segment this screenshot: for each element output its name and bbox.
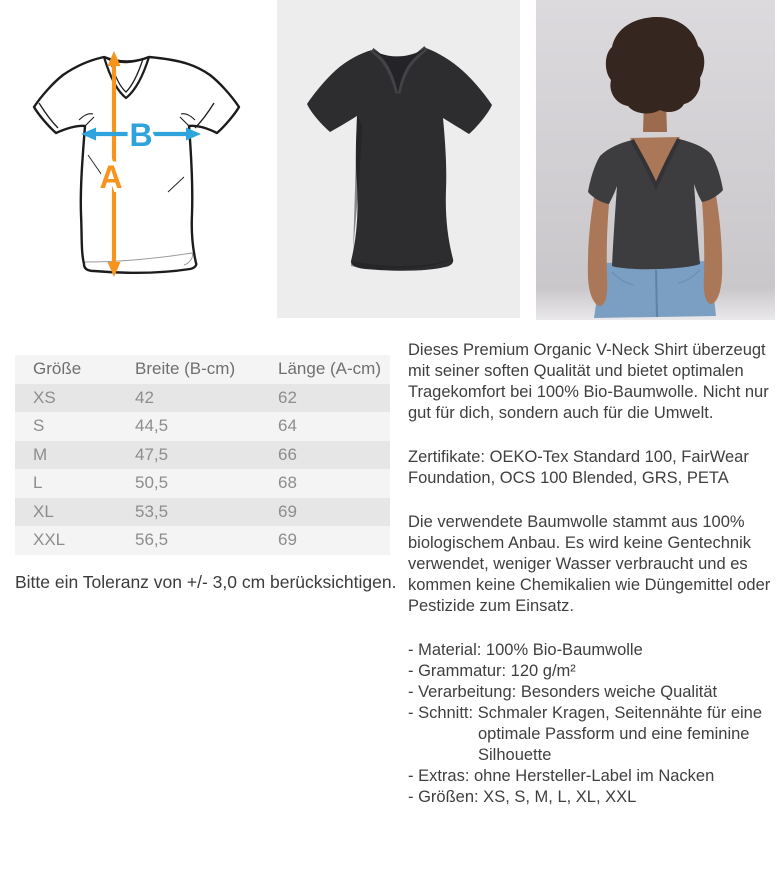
tshirt-outline-drawing xyxy=(0,0,252,330)
size-cell: XXL xyxy=(33,530,66,550)
size-row-m xyxy=(15,441,390,470)
size-row-l xyxy=(15,469,390,498)
size-cell: XL xyxy=(33,501,54,521)
measure-label-a: A xyxy=(99,159,123,195)
size-table xyxy=(15,355,390,555)
model-jeans xyxy=(594,261,716,318)
col-header-size: Größe xyxy=(33,359,82,379)
model-hair xyxy=(606,17,704,114)
size-cell: XS xyxy=(33,387,56,407)
size-cell: 62 xyxy=(278,387,297,407)
size-table-body xyxy=(15,384,390,555)
size-cell: M xyxy=(33,444,48,464)
size-cell: 66 xyxy=(278,444,297,464)
col-header-length: Länge (A-cm) xyxy=(278,359,381,379)
size-row-xxl xyxy=(15,526,390,555)
description-paragraph: Dieses Premium Organic V-Neck Shirt überzeugt mit seiner soften Qualität und bietet optimalen Tragekomfort bei 100% Bio-Baumwolle. Nicht nur gut für dich, sondern auch für die Umwelt. xyxy=(408,341,769,422)
feature-list-item: - Extras: ohne Hersteller-Label im Nacken xyxy=(408,767,715,785)
product-photo-model xyxy=(536,0,775,320)
product-description xyxy=(408,340,776,808)
cotton-paragraph: Die verwendete Baumwolle stammt aus 100% biologischem Anbau. Es wird keine Gentechnik verwendet, weniger Wasser verbraucht und es kommen keine Chemikalien wie Düngemittel oder Pestizide zum Einsatz. xyxy=(408,513,771,615)
jeans-center-seam xyxy=(656,270,657,317)
size-cell: 42 xyxy=(135,387,154,407)
size-cell: S xyxy=(33,416,45,436)
size-measure-diagram xyxy=(0,0,252,330)
size-cell: 68 xyxy=(278,473,297,493)
arrow-b-head-right xyxy=(186,128,201,141)
size-cell: 56,5 xyxy=(135,530,169,550)
flat-shirt-photo xyxy=(277,0,520,318)
feature-list xyxy=(408,640,776,808)
product-photo-flat xyxy=(277,0,520,318)
tolerance-note: Bitte ein Toleranz von +/- 3,0 cm berücksichtigen. xyxy=(15,572,397,592)
size-row-s xyxy=(15,412,390,441)
size-cell: 69 xyxy=(278,501,297,521)
size-table-section xyxy=(15,355,390,555)
size-cell: 53,5 xyxy=(135,501,169,521)
size-row-xl xyxy=(15,498,390,527)
certificates-paragraph: Zertifikate: OEKO-Tex Standard 100, FairWear Foundation, OCS 100 Blended, GRS, PETA xyxy=(408,448,749,487)
feature-list-item: - Material: 100% Bio-Baumwolle xyxy=(408,641,643,659)
feature-list-item: - Schnitt: Schmaler Kragen, Seitennähte für eine optimale Passform und eine feminine Silhouette xyxy=(408,704,763,764)
size-cell: 50,5 xyxy=(135,473,169,493)
feature-list-item: - Größen: XS, S, M, L, XL, XXL xyxy=(408,788,637,806)
size-cell: 69 xyxy=(278,530,297,550)
measure-label-b: B xyxy=(129,117,153,153)
model-photo xyxy=(536,0,775,320)
size-cell: L xyxy=(33,473,43,493)
size-cell: 64 xyxy=(278,416,297,436)
size-cell: 44,5 xyxy=(135,416,169,436)
size-cell: 47,5 xyxy=(135,444,169,464)
col-header-width: Breite (B-cm) xyxy=(135,359,236,379)
size-row-xs xyxy=(15,384,390,413)
feature-list-item: - Verarbeitung: Besonders weiche Qualität xyxy=(408,683,718,701)
feature-list-item: - Grammatur: 120 g/m² xyxy=(408,662,576,680)
size-table-header-row xyxy=(15,355,390,384)
shirt-silhouette xyxy=(34,57,239,273)
